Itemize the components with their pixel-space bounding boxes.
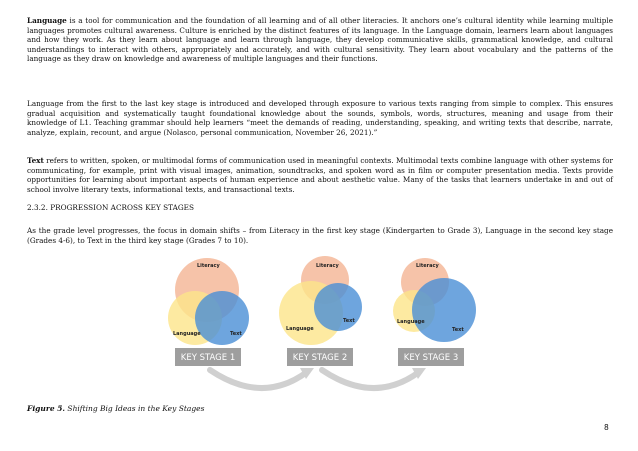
venn-label-text: Text (230, 331, 242, 337)
page-number: 8 (604, 423, 609, 432)
section-heading: 2.3.2. PROGRESSION ACROSS KEY STAGES (27, 203, 195, 212)
paragraph-progression: As the grade level progresses, the focus in domain shifts – from Literacy in the first key stage (Kindergarten to Grade 3), Language in the second key stage (Grades 4-6), to Text in the third key stage (Grades 7 to 10). (27, 226, 613, 245)
paragraph-language (27, 16, 613, 64)
venn-label-literacy: Literacy (416, 263, 439, 269)
venn-stage-3 (393, 258, 476, 342)
term-text: Text (27, 156, 44, 165)
venn-label-language: Language (286, 326, 314, 332)
venn-label-text: Text (343, 318, 355, 324)
venn-stage-2 (279, 256, 362, 345)
progression-arrows (210, 368, 426, 388)
paragraph-text (27, 156, 613, 194)
venn-label-text: Text (452, 327, 464, 333)
venn-label-literacy: Literacy (197, 263, 220, 269)
figure-caption (27, 404, 204, 413)
paragraph-text-body: refers to written, spoken, or multimodal forms of communication used in meaningful contexts. Multimodal texts combine language with other systems for communicating, for example, print with visual images, animation, soundtracks, and spoken word as in film or computer presentation media. Texts provide opportunities for learning about important aspects of human experience and about aesthetic value. Many of the tasks that learners undertake in and out of school involve literary texts, informational texts, and transactional texts. (27, 156, 613, 194)
term-language: Language (27, 16, 67, 25)
venn-label-language: Language (397, 319, 425, 325)
key-stage-2-label: KEY STAGE 2 (292, 353, 348, 363)
text-circle (412, 278, 476, 342)
figure-caption-text: Shifting Big Ideas in the Key Stages (65, 404, 205, 413)
venn-label-language: Language (173, 331, 201, 337)
key-stage-1-label: KEY STAGE 1 (180, 353, 236, 363)
paragraph-language-body: is a tool for communication and the foundation of all learning and of all other literacies. It anchors one’s cultural identity while learning multiple languages promotes cultural awareness. Culture is enriched by the distinct features of its language. In the Language domain, learners learn about languages and how they work. As they learn about language and learn through language, they develop communicative skills, grammatical knowledge, and cultural understandings to interact with others, appropriately and accurately, and with cultural sensitivity. They learn about vocabulary and the patterns of the language as they draw on knowledge and awareness of multiple languages and their functions. (27, 16, 613, 64)
curved-arrow-2 (322, 370, 419, 388)
key-stages-diagram (0, 250, 638, 400)
paragraph-language-progression: Language from the first to the last key stage is introduced and developed through exposure to various texts ranging from simple to complex. This ensures gradual acquisition and systematically taught foundational knowledge about the sounds, symbols, words, structures, meaning and usage from their knowledge of L1. Teaching grammar should help learners “meet the demands of reading, understanding, speaking, and writing texts that describe, narrate, analyze, explain, recount, and argue (Nolasco, personal communication, November 26, 2021).” (27, 99, 613, 137)
text-circle (314, 283, 362, 331)
curved-arrow-1 (210, 370, 307, 388)
key-stage-3-label: KEY STAGE 3 (403, 353, 459, 363)
venn-label-literacy: Literacy (316, 263, 339, 269)
venn-stage-1 (168, 258, 249, 345)
figure-label: Figure 5. (27, 404, 66, 413)
